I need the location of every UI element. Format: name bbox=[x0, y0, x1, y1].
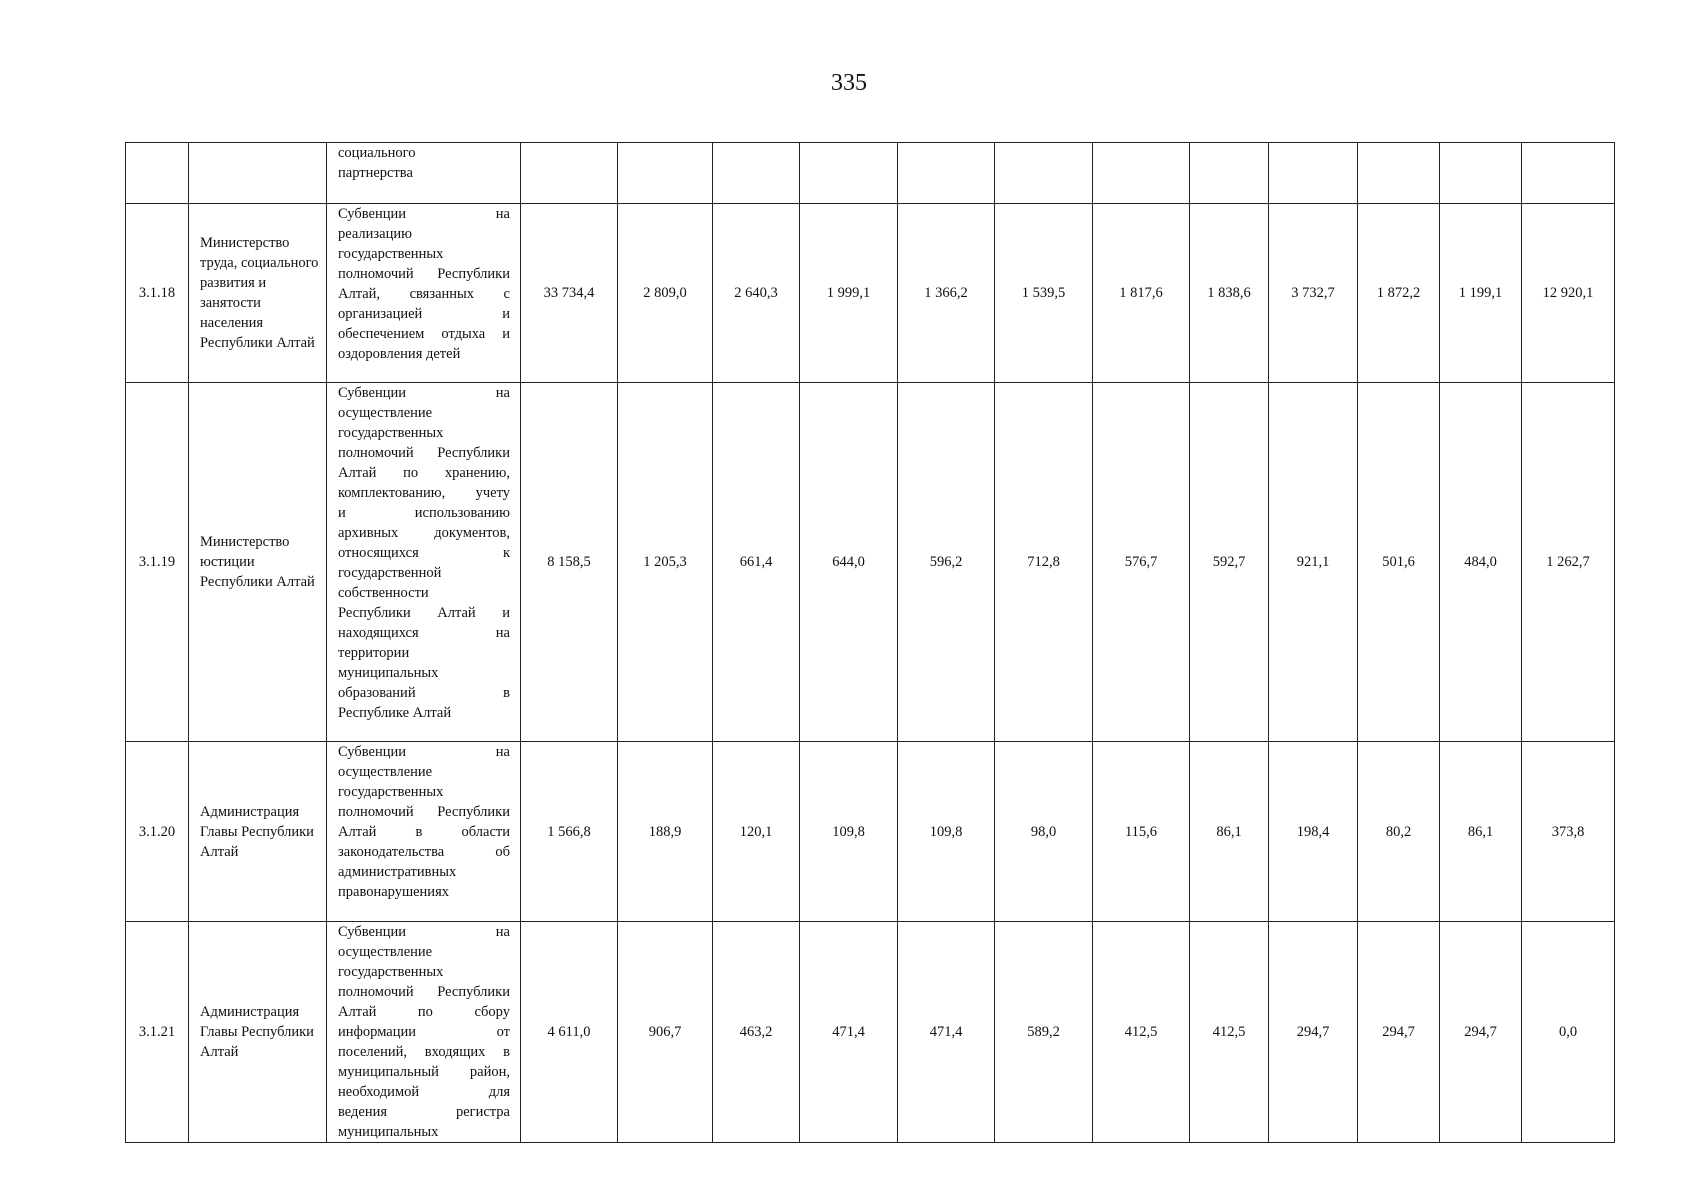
description-line: Республики Алтай и bbox=[338, 605, 510, 621]
organization-cell: Министерство юстиции Республики Алтай bbox=[189, 383, 327, 742]
value-cell: 1 262,7 bbox=[1522, 383, 1615, 742]
value-cell bbox=[1190, 143, 1269, 204]
description-line: законодательства об bbox=[338, 844, 510, 860]
value-cell: 576,7 bbox=[1093, 383, 1190, 742]
description-text bbox=[338, 922, 510, 1142]
description-line: информации от bbox=[338, 1024, 510, 1040]
table-row bbox=[126, 204, 1615, 383]
description-line: государственной bbox=[338, 565, 442, 581]
value-cell: 4 611,0 bbox=[521, 922, 618, 1143]
description-text bbox=[338, 204, 510, 364]
value-cell: 109,8 bbox=[898, 742, 995, 922]
description-line: партнерства bbox=[338, 165, 413, 181]
value-cell: 412,5 bbox=[1190, 922, 1269, 1143]
value-cell bbox=[1522, 143, 1615, 204]
value-cell: 906,7 bbox=[618, 922, 713, 1143]
description-line: Алтай по хранению, bbox=[338, 465, 510, 481]
organization-cell: Администрация Главы Республики Алтай bbox=[189, 922, 327, 1143]
description-line: относящихся к bbox=[338, 545, 510, 561]
table-row bbox=[126, 383, 1615, 742]
value-cell: 0,0 bbox=[1522, 922, 1615, 1143]
value-cell: 188,9 bbox=[618, 742, 713, 922]
value-cell: 471,4 bbox=[800, 922, 898, 1143]
value-cell: 109,8 bbox=[800, 742, 898, 922]
description-line: образований в bbox=[338, 685, 510, 701]
description-line: архивных документов, bbox=[338, 525, 510, 541]
value-cell: 596,2 bbox=[898, 383, 995, 742]
value-cell: 1 566,8 bbox=[521, 742, 618, 922]
description-line: собственности bbox=[338, 585, 429, 601]
description-line: Алтай по сбору bbox=[338, 1004, 510, 1020]
value-cell: 1 199,1 bbox=[1440, 204, 1522, 383]
value-cell: 484,0 bbox=[1440, 383, 1522, 742]
description-line: ведения регистра bbox=[338, 1104, 510, 1120]
row-code-cell: 3.1.18 bbox=[126, 204, 189, 383]
value-cell: 12 920,1 bbox=[1522, 204, 1615, 383]
description-line: осуществление bbox=[338, 944, 433, 960]
value-cell: 120,1 bbox=[713, 742, 800, 922]
value-cell bbox=[713, 143, 800, 204]
value-cell: 115,6 bbox=[1093, 742, 1190, 922]
organization-cell bbox=[189, 143, 327, 204]
description-line: находящихся на bbox=[338, 625, 510, 641]
description-text bbox=[338, 383, 510, 723]
value-cell: 1 872,2 bbox=[1358, 204, 1440, 383]
description-line: осуществление bbox=[338, 405, 433, 421]
description-line: государственных bbox=[338, 246, 444, 262]
table-row bbox=[126, 742, 1615, 922]
description-line: необходимой для bbox=[338, 1084, 510, 1100]
description-line: реализацию bbox=[338, 226, 412, 242]
value-cell: 294,7 bbox=[1440, 922, 1522, 1143]
description-line: муниципальных bbox=[338, 665, 439, 681]
description-line: осуществление bbox=[338, 764, 433, 780]
value-cell bbox=[800, 143, 898, 204]
value-cell: 921,1 bbox=[1269, 383, 1358, 742]
value-cell: 1 539,5 bbox=[995, 204, 1093, 383]
row-code-cell bbox=[126, 143, 189, 204]
value-cell: 471,4 bbox=[898, 922, 995, 1143]
value-cell: 80,2 bbox=[1358, 742, 1440, 922]
description-line: полномочий Республики bbox=[338, 804, 510, 820]
row-code-cell: 3.1.19 bbox=[126, 383, 189, 742]
value-cell: 8 158,5 bbox=[521, 383, 618, 742]
description-line: комплектованию, учету bbox=[338, 485, 510, 501]
description-line: муниципальных bbox=[338, 1124, 439, 1140]
description-line: Субвенции на bbox=[338, 744, 510, 760]
description-line: полномочий Республики bbox=[338, 445, 510, 461]
value-cell: 712,8 bbox=[995, 383, 1093, 742]
value-cell bbox=[1440, 143, 1522, 204]
value-cell: 373,8 bbox=[1522, 742, 1615, 922]
description-line: поселений, входящих в bbox=[338, 1044, 510, 1060]
value-cell: 661,4 bbox=[713, 383, 800, 742]
description-cell bbox=[327, 922, 521, 1143]
description-text bbox=[338, 742, 510, 902]
value-cell bbox=[1093, 143, 1190, 204]
description-line: государственных bbox=[338, 964, 444, 980]
description-cell bbox=[327, 143, 521, 204]
value-cell: 589,2 bbox=[995, 922, 1093, 1143]
value-cell: 198,4 bbox=[1269, 742, 1358, 922]
description-line: Субвенции на bbox=[338, 206, 510, 222]
description-cell bbox=[327, 204, 521, 383]
description-line: и использованию bbox=[338, 505, 510, 521]
table-row bbox=[126, 922, 1615, 1143]
value-cell: 3 732,7 bbox=[1269, 204, 1358, 383]
description-line: Республике Алтай bbox=[338, 705, 452, 721]
description-cell bbox=[327, 742, 521, 922]
value-cell bbox=[521, 143, 618, 204]
value-cell: 1 366,2 bbox=[898, 204, 995, 383]
table-row bbox=[126, 143, 1615, 204]
description-cell bbox=[327, 383, 521, 742]
description-line: полномочий Республики bbox=[338, 984, 510, 1000]
budget-table bbox=[125, 142, 1615, 1143]
value-cell bbox=[1269, 143, 1358, 204]
description-line: административных bbox=[338, 864, 457, 880]
description-line: организацией и bbox=[338, 306, 510, 322]
value-cell: 644,0 bbox=[800, 383, 898, 742]
description-line: Алтай, связанных с bbox=[338, 286, 510, 302]
description-line: Субвенции на bbox=[338, 385, 510, 401]
value-cell: 412,5 bbox=[1093, 922, 1190, 1143]
description-line: Алтай в области bbox=[338, 824, 510, 840]
page-number: 335 bbox=[831, 70, 867, 96]
description-text bbox=[338, 143, 510, 183]
value-cell: 2 640,3 bbox=[713, 204, 800, 383]
description-line: Субвенции на bbox=[338, 924, 510, 940]
value-cell: 1 838,6 bbox=[1190, 204, 1269, 383]
value-cell bbox=[898, 143, 995, 204]
description-line: социального bbox=[338, 145, 416, 161]
row-code-cell: 3.1.20 bbox=[126, 742, 189, 922]
value-cell: 86,1 bbox=[1190, 742, 1269, 922]
value-cell: 98,0 bbox=[995, 742, 1093, 922]
description-line: правонарушениях bbox=[338, 884, 449, 900]
row-code-cell: 3.1.21 bbox=[126, 922, 189, 1143]
description-line: государственных bbox=[338, 784, 444, 800]
description-line: государственных bbox=[338, 425, 444, 441]
value-cell: 592,7 bbox=[1190, 383, 1269, 742]
value-cell: 86,1 bbox=[1440, 742, 1522, 922]
value-cell: 1 205,3 bbox=[618, 383, 713, 742]
value-cell: 1 817,6 bbox=[1093, 204, 1190, 383]
value-cell: 1 999,1 bbox=[800, 204, 898, 383]
value-cell: 463,2 bbox=[713, 922, 800, 1143]
organization-cell: Администрация Главы Республики Алтай bbox=[189, 742, 327, 922]
value-cell: 33 734,4 bbox=[521, 204, 618, 383]
description-line: муниципальный район, bbox=[338, 1064, 510, 1080]
organization-cell: Министерство труда, социального развития и занятости населения Республики Алтай bbox=[189, 204, 327, 383]
value-cell: 2 809,0 bbox=[618, 204, 713, 383]
value-cell bbox=[1358, 143, 1440, 204]
value-cell bbox=[618, 143, 713, 204]
description-line: обеспечением отдыха и bbox=[338, 326, 510, 342]
description-line: территории bbox=[338, 645, 410, 661]
value-cell: 501,6 bbox=[1358, 383, 1440, 742]
description-line: полномочий Республики bbox=[338, 266, 510, 282]
value-cell bbox=[995, 143, 1093, 204]
value-cell: 294,7 bbox=[1358, 922, 1440, 1143]
description-line: оздоровления детей bbox=[338, 346, 461, 362]
value-cell: 294,7 bbox=[1269, 922, 1358, 1143]
